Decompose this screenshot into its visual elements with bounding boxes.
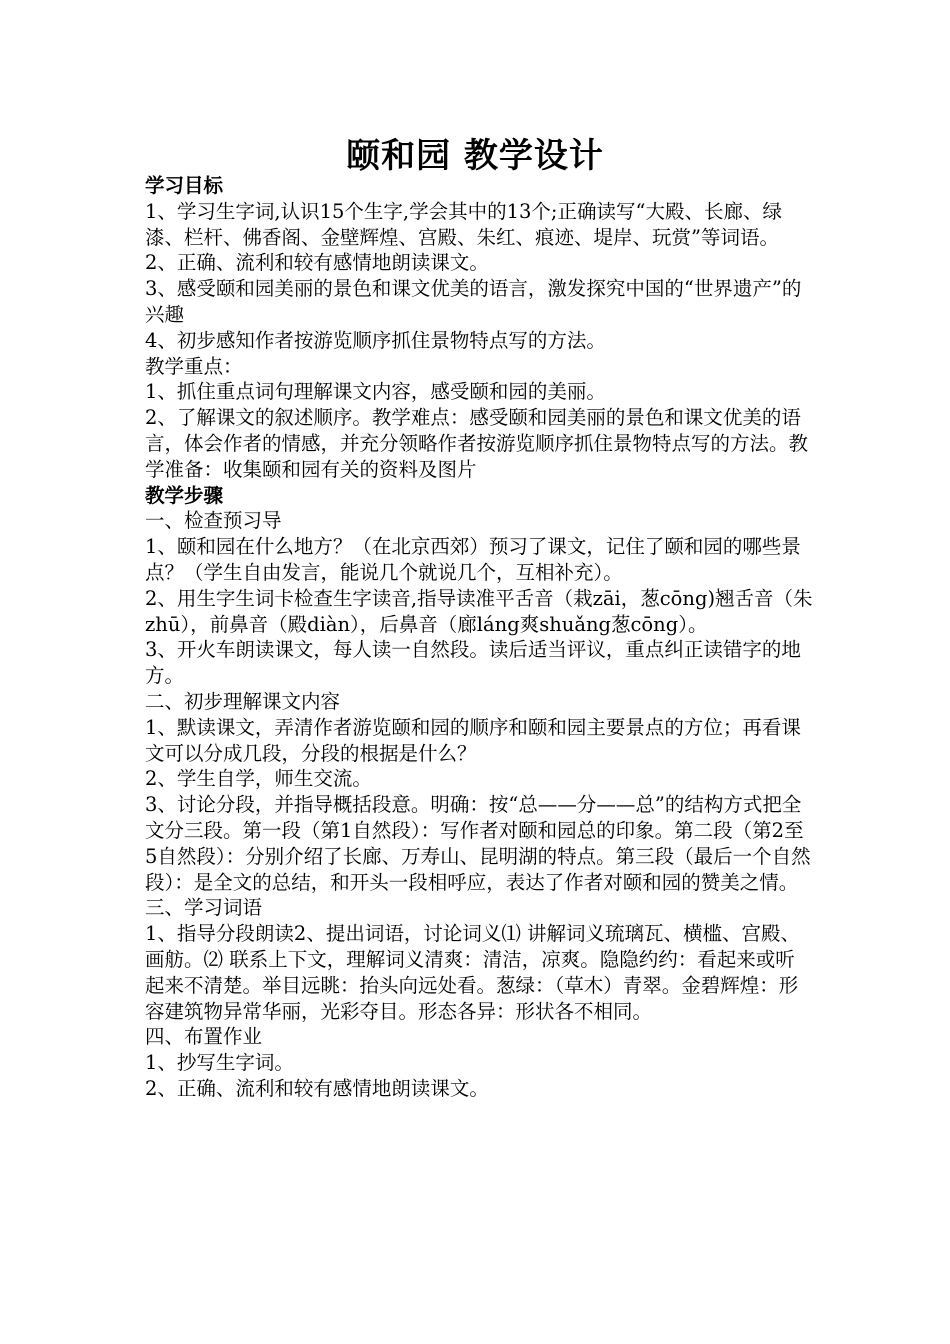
- paragraph: 4、初步感知作者按游览顺序抓住景物特点写的方法。: [145, 328, 606, 352]
- section-heading: 学习目标: [145, 174, 224, 197]
- paragraph: 四、布置作业: [145, 1025, 263, 1049]
- paragraph: 3、讨论分段，并指导概括段意。明确：按“总——分——总”的结构方式把全文分三段。第一段（第1自然段）：写作者对颐和园总的印象。第二段（第2至5自然段）：分别介绍了长廊、万寿山、昆明湖的特点。第三段（最后一个自然段）：是全文的总结，和开头一段相呼应，表达了作者对颐和园的赞美之情。: [145, 793, 811, 894]
- paragraph: 二、初步理解课文内容: [145, 689, 341, 713]
- document-title: 颐和园 教学设计: [346, 136, 604, 176]
- paragraph: 1、指导分段朗读2、提出词语，讨论词义⑴ 讲解词义琉璃瓦、横槛、宫殿、画舫。⑵ 联系上下文，理解词义清爽：清洁，凉爽。隐隐约约：看起来或听起来不清楚。举目远眺：抬头向远处看。葱绿：（草木）青翠。金碧辉煌：形容建筑物异常华丽，光彩夺目。形态各异：形状各不相同。: [145, 922, 801, 1023]
- paragraph: 3、感受颐和园美丽的景色和课文优美的语言，激发探究中国的“世界遗产”的兴趣: [145, 277, 802, 326]
- paragraph: 1、抄写生字词。: [145, 1051, 294, 1075]
- paragraph: 2、正确、流利和较有感情地朗读课文。: [145, 1076, 489, 1100]
- paragraph: 一、检查预习导: [145, 509, 282, 533]
- paragraph: 1、默读课文，弄清作者游览颐和园的顺序和颐和园主要景点的方位；再看课文可以分成几段，分段的根据是什么？: [145, 715, 801, 765]
- paragraph: 2、了解课文的叙述顺序。教学难点：感受颐和园美丽的景色和课文优美的语言，体会作者的情感，并充分领略作者按游览顺序抓住景物特点写的方法。教学准备：收集颐和园有关的资料及图片: [145, 406, 809, 481]
- paragraph: 1、学习生字词,认识15个生字,学会其中的13个;正确读写“大殿、长廊、绿漆、栏杆、佛香阁、金壁辉煌、宫殿、朱红、痕迹、堤岸、玩赏”等词语。: [145, 199, 782, 249]
- paragraph: 1、颐和园在什么地方？（在北京西郊）预习了课文，记住了颐和园的哪些景点？（学生自由发言，能说几个就说几个，互相补充）。: [145, 535, 801, 584]
- paragraph: 1、抓住重点词句理解课文内容，感受颐和园的美丽。: [145, 380, 606, 404]
- paragraph: 教学重点：: [145, 354, 243, 378]
- document-body: [145, 173, 813, 1102]
- paragraph: 3、开火车朗读课文，每人读一自然段。读后适当评议，重点纠正读错字的地方。: [145, 638, 801, 688]
- paragraph: 2、用生字生词卡检查生字读音,指导读准平舌音（栽zāi，葱cōng)翘舌音（朱zhū），前鼻音（殿diàn），后鼻音（廊láng爽shuǎng葱cōng）。: [145, 586, 813, 636]
- paragraph: 2、正确、流利和较有感情地朗读课文。: [145, 251, 489, 275]
- paragraph: 三、学习词语: [145, 896, 263, 920]
- section-heading: 教学步骤: [145, 483, 224, 507]
- paragraph: 2、学生自学，师生交流。: [145, 767, 372, 791]
